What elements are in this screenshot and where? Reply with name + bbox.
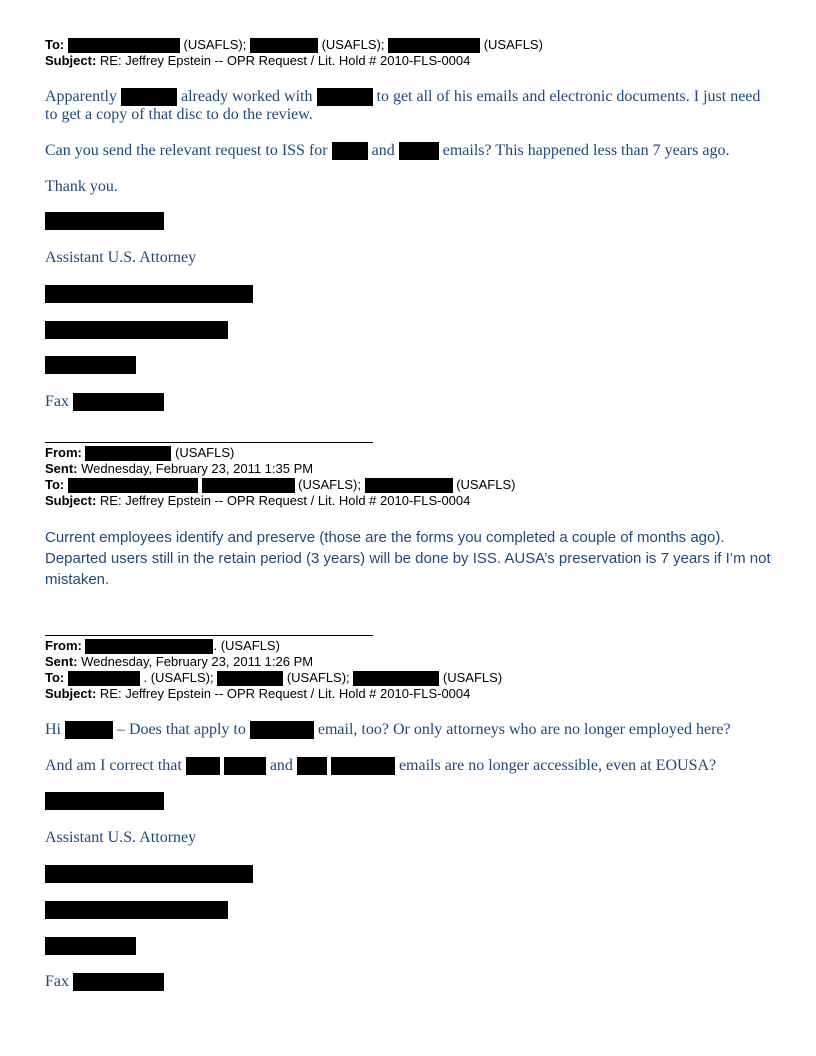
to-recipient-suffix: (USAFLS); (298, 477, 361, 492)
to-line (45, 37, 543, 53)
redaction (68, 671, 140, 686)
from-suffix: . (USAFLS) (213, 638, 280, 653)
redaction (45, 901, 228, 919)
body-text: Apparently (45, 88, 117, 105)
to-recipient-suffix: (USAFLS); (286, 670, 350, 685)
to-recipient-suffix: . (USAFLS); (143, 670, 214, 685)
redaction (68, 38, 180, 53)
to-label: To: (45, 37, 65, 52)
signature-title (45, 248, 196, 268)
signature-title (45, 828, 196, 848)
from-line (45, 638, 280, 654)
redaction (186, 757, 220, 775)
redaction (45, 356, 136, 374)
signature-fax (45, 392, 164, 412)
redaction (45, 792, 164, 810)
sent-text: Wednesday, February 23, 2011 1:26 PM (81, 654, 314, 669)
signature-title-text: Assistant U.S. Attorney (45, 829, 197, 846)
message-divider (45, 635, 373, 636)
body-text: mistaken. (45, 571, 110, 588)
body-text: to get all of his emails and electronic documents. I just need (376, 88, 761, 105)
redaction (68, 478, 198, 493)
body-text: Departed users still in the retain period (3 years) will be done by ISS. AUSA’s preservation is 7 years if I’m not (45, 550, 771, 567)
redaction (217, 671, 283, 686)
signature-title-text: Assistant U.S. Attorney (45, 249, 197, 266)
to-recipient-suffix: (USAFLS) (456, 477, 516, 492)
redaction (73, 973, 164, 991)
to-line (45, 670, 502, 686)
body-text: email, too? Or only attorneys who are no longer employed here? (317, 721, 731, 738)
body-text: Current employees identify and preserve (those are the forms you completed a couple of months ago). (45, 529, 725, 546)
from-suffix: (USAFLS) (175, 445, 235, 460)
subject-line (45, 53, 470, 69)
to-recipient-suffix: (USAFLS) (442, 670, 503, 685)
from-line (45, 445, 234, 461)
redaction (45, 937, 136, 955)
body-paragraph (45, 720, 731, 740)
redaction (297, 757, 327, 775)
body-line (45, 569, 109, 590)
redaction (202, 478, 295, 493)
body-paragraph (45, 87, 760, 107)
redaction (250, 38, 318, 53)
redaction (331, 757, 395, 775)
subject-text: RE: Jeffrey Epstein -- OPR Request / Lit. Hold # 2010-FLS-0004 (99, 53, 471, 68)
redaction (65, 721, 113, 739)
to-recipient-suffix: (USAFLS); (183, 37, 247, 52)
to-line (45, 477, 515, 493)
body-text: And am I correct that (45, 757, 182, 774)
body-paragraph (45, 177, 118, 197)
redaction (45, 212, 164, 230)
body-text: Can you send the relevant request to ISS for (45, 142, 328, 159)
body-line (45, 527, 725, 548)
redaction (73, 393, 164, 411)
sent-label: Sent: (45, 654, 78, 669)
to-label: To: (45, 670, 65, 685)
subject-label: Subject: (45, 53, 97, 68)
body-text: Thank you. (45, 178, 118, 195)
redaction (85, 639, 213, 654)
redaction (388, 38, 480, 53)
redaction (353, 671, 439, 686)
fax-label: Fax (45, 973, 69, 990)
body-paragraph (45, 756, 716, 776)
sent-line (45, 654, 313, 670)
body-line (45, 548, 771, 569)
message-divider (45, 442, 373, 443)
body-paragraph-continued (45, 105, 313, 125)
redaction (250, 721, 314, 739)
subject-label: Subject: (45, 493, 97, 508)
sent-line (45, 461, 313, 477)
redaction (317, 88, 373, 106)
redaction (85, 446, 171, 461)
body-text: emails are no longer accessible, even at EOUSA? (398, 757, 717, 774)
redaction (332, 142, 368, 160)
body-text: Hi (45, 721, 61, 738)
redaction (224, 757, 266, 775)
subject-label: Subject: (45, 686, 97, 701)
body-text: and (371, 142, 395, 159)
redaction (365, 478, 453, 493)
redaction (45, 865, 253, 883)
body-text: already worked with (180, 88, 313, 105)
body-paragraph (45, 141, 729, 161)
fax-label: Fax (45, 393, 69, 410)
to-recipient-suffix: (USAFLS) (483, 37, 543, 52)
body-text: to get a copy of that disc to do the review. (45, 106, 313, 123)
body-text: emails? This happened less than 7 years ago. (442, 142, 730, 159)
to-recipient-suffix: (USAFLS); (321, 37, 385, 52)
from-label: From: (45, 638, 82, 653)
from-label: From: (45, 445, 82, 460)
signature-fax (45, 972, 164, 992)
redaction (399, 142, 439, 160)
subject-line (45, 686, 470, 702)
body-text: – Does that apply to (117, 721, 246, 738)
subject-line (45, 493, 470, 509)
subject-text: RE: Jeffrey Epstein -- OPR Request / Lit. Hold # 2010-FLS-0004 (99, 686, 471, 701)
redaction (45, 321, 228, 339)
redaction (121, 88, 177, 106)
subject-text: RE: Jeffrey Epstein -- OPR Request / Lit. Hold # 2010-FLS-0004 (99, 493, 471, 508)
body-text: and (269, 757, 293, 774)
redaction (45, 285, 253, 303)
sent-text: Wednesday, February 23, 2011 1:35 PM (81, 461, 314, 476)
to-label: To: (45, 477, 65, 492)
sent-label: Sent: (45, 461, 78, 476)
